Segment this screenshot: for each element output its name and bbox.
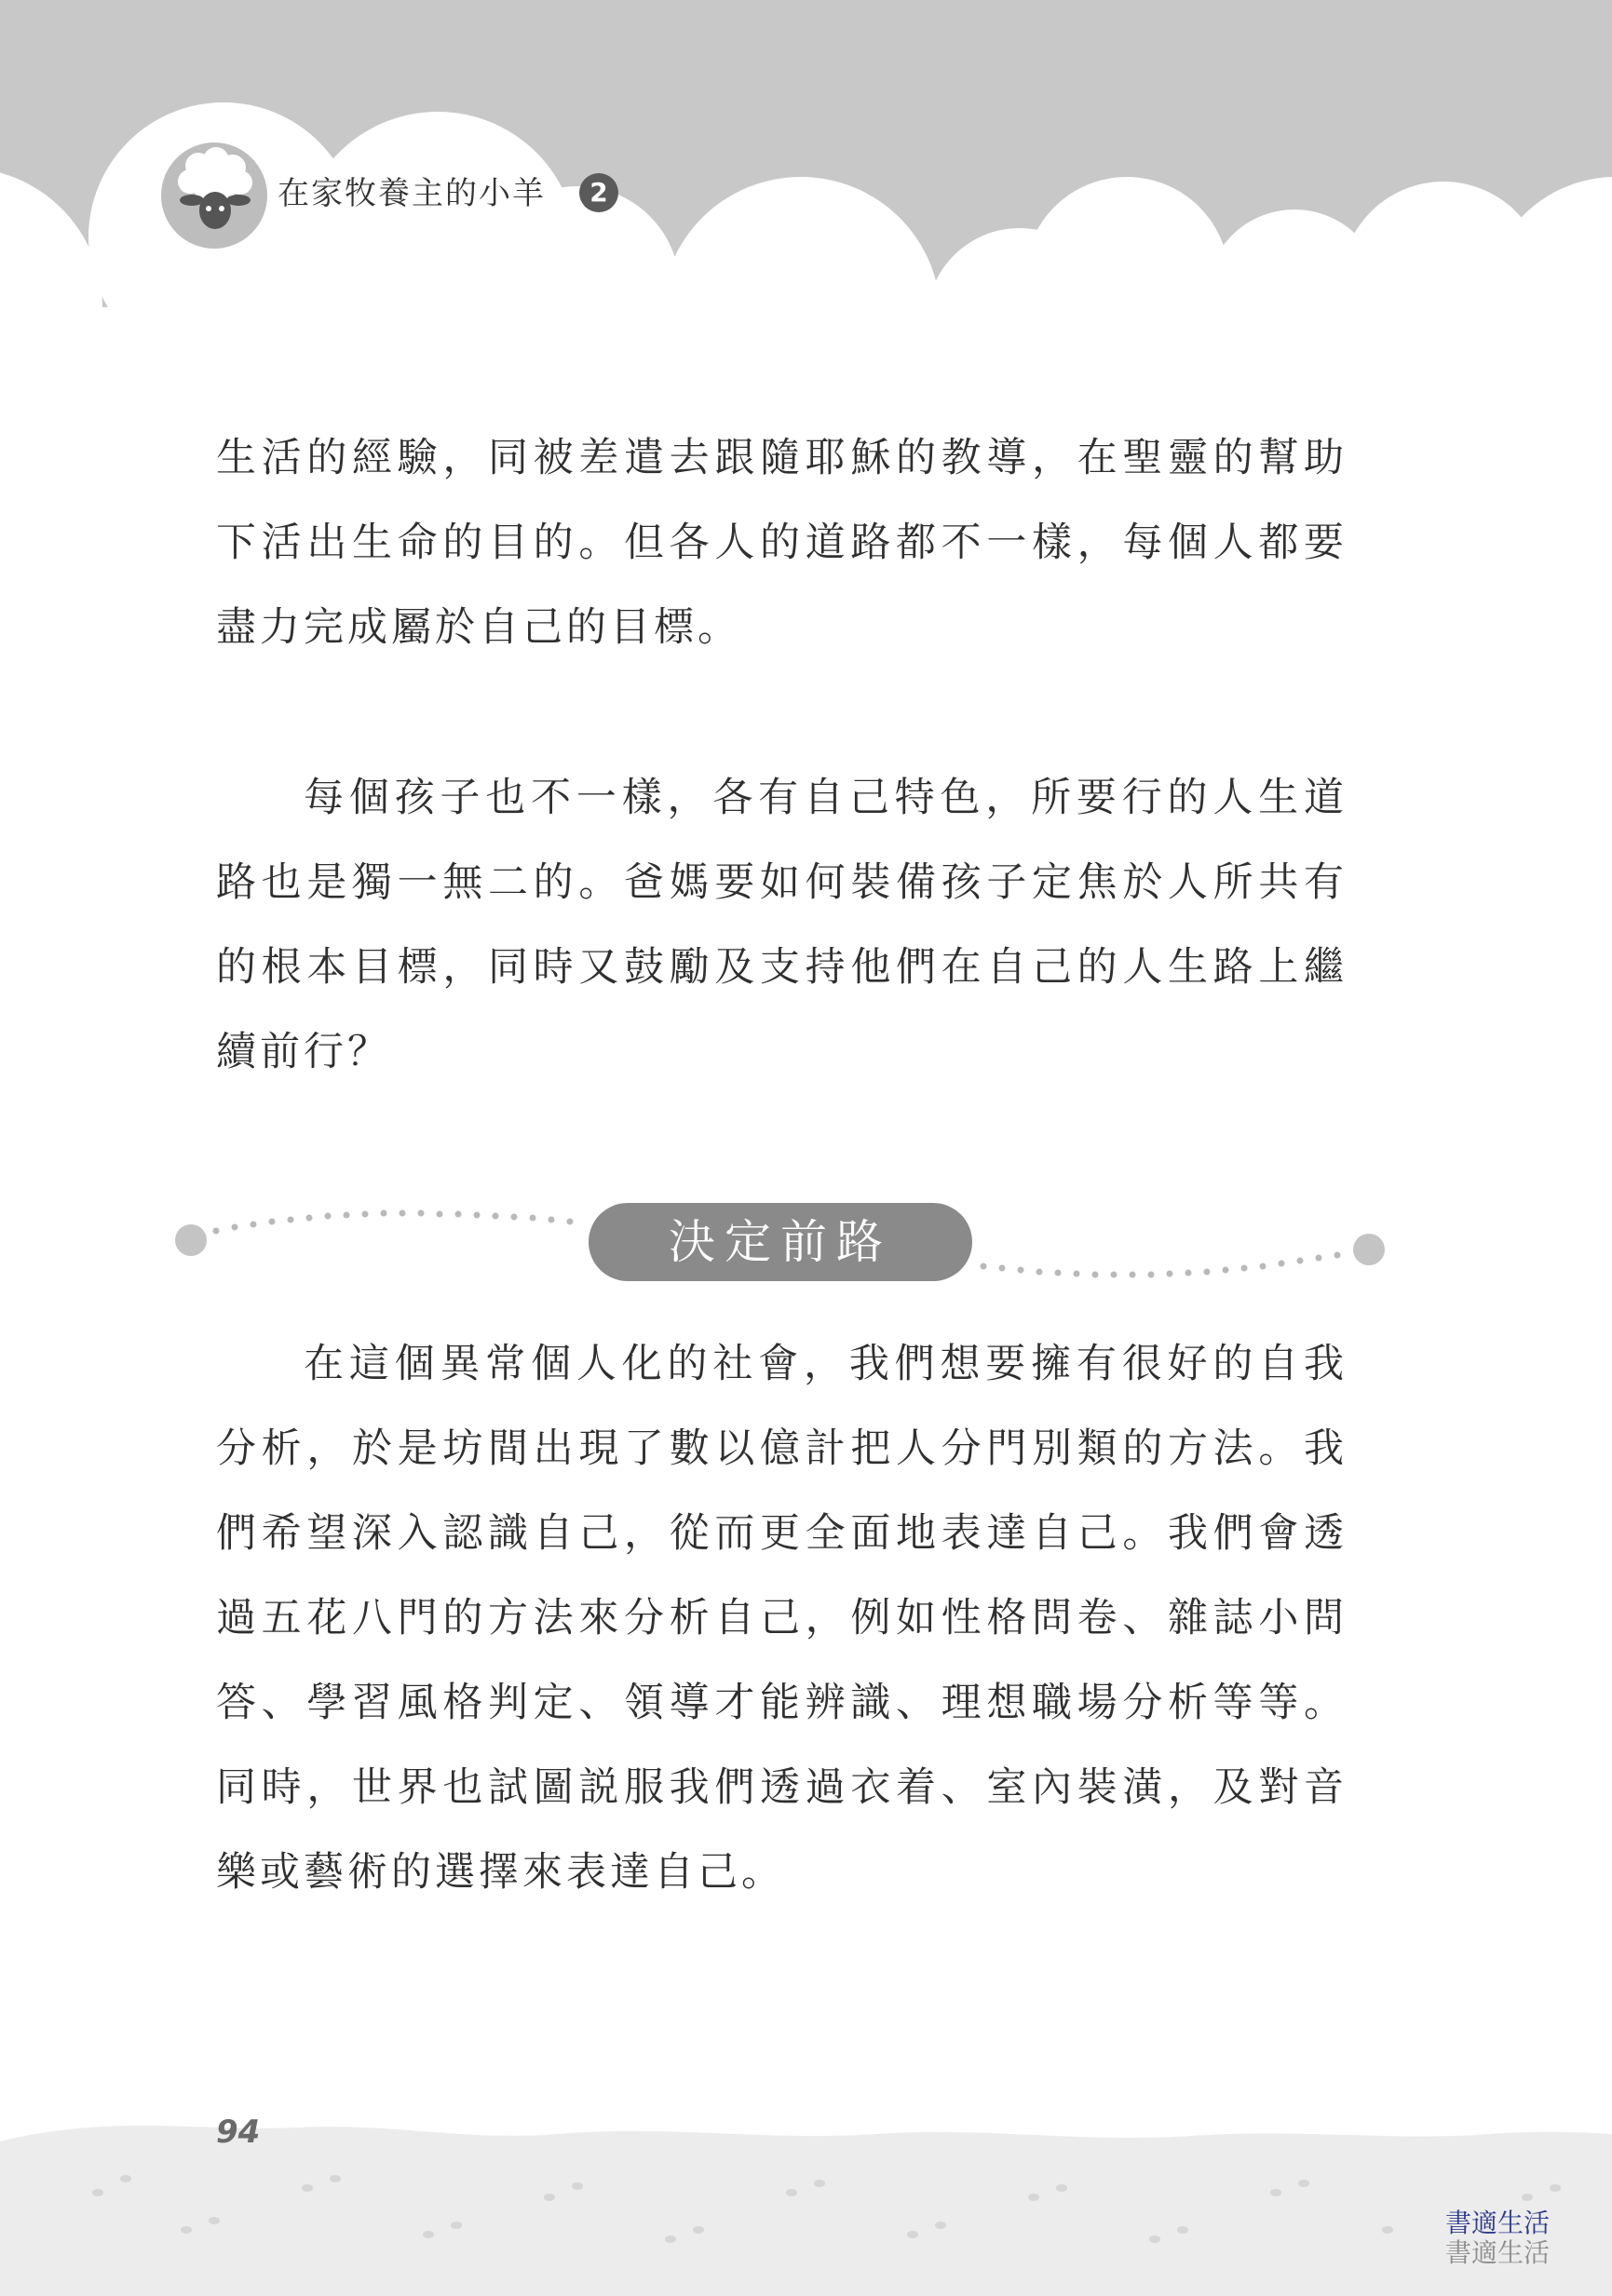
section-heading: 決定前路 bbox=[589, 1203, 972, 1281]
paragraph-1: 生活的經驗，同被差遣去跟隨耶穌的教導，在聖靈的幫助下活出生命的目的。但各人的道路都不一樣，每個人都要盡力完成屬於自己的目標。 bbox=[216, 435, 1348, 651]
volume-badge: 2 bbox=[579, 173, 618, 212]
paragraph-3: 在這個異常個人化的社會，我們想要擁有很好的自我分析，於是坊間出現了數以億計把人分門別類的方法。我們希望深入認識自己，從而更全面地表達自己。我們會透過五花八門的方法來分析自己，例如性格問卷、雜誌小問答、學習風格判定、領導才能辨識、理想職場分析等等。同時，世界也試圖説服我們透過衣着、室內裝潢，及對音樂或藝術的選擇來表達自己。 bbox=[216, 1341, 1348, 1896]
page-number: 94 bbox=[216, 2114, 261, 2151]
footer-wave bbox=[0, 2126, 1612, 2296]
watermark bbox=[1445, 2208, 1550, 2268]
watermark-line-2: 書適生活 bbox=[1445, 2237, 1551, 2268]
sheep-logo-icon bbox=[161, 142, 267, 249]
book-title: 在家牧養主的小羊 bbox=[278, 175, 546, 212]
watermark-line-1: 書適生活 bbox=[1445, 2208, 1551, 2238]
paragraph-2: 每個孩子也不一樣，各有自己特色，所要行的人生道路也是獨一無二的。爸媽要如何裝備孩子定焦於人所共有的根本目標，同時又鼓勵及支持他們在自己的人生路上繼續前行？ bbox=[216, 775, 1348, 1075]
